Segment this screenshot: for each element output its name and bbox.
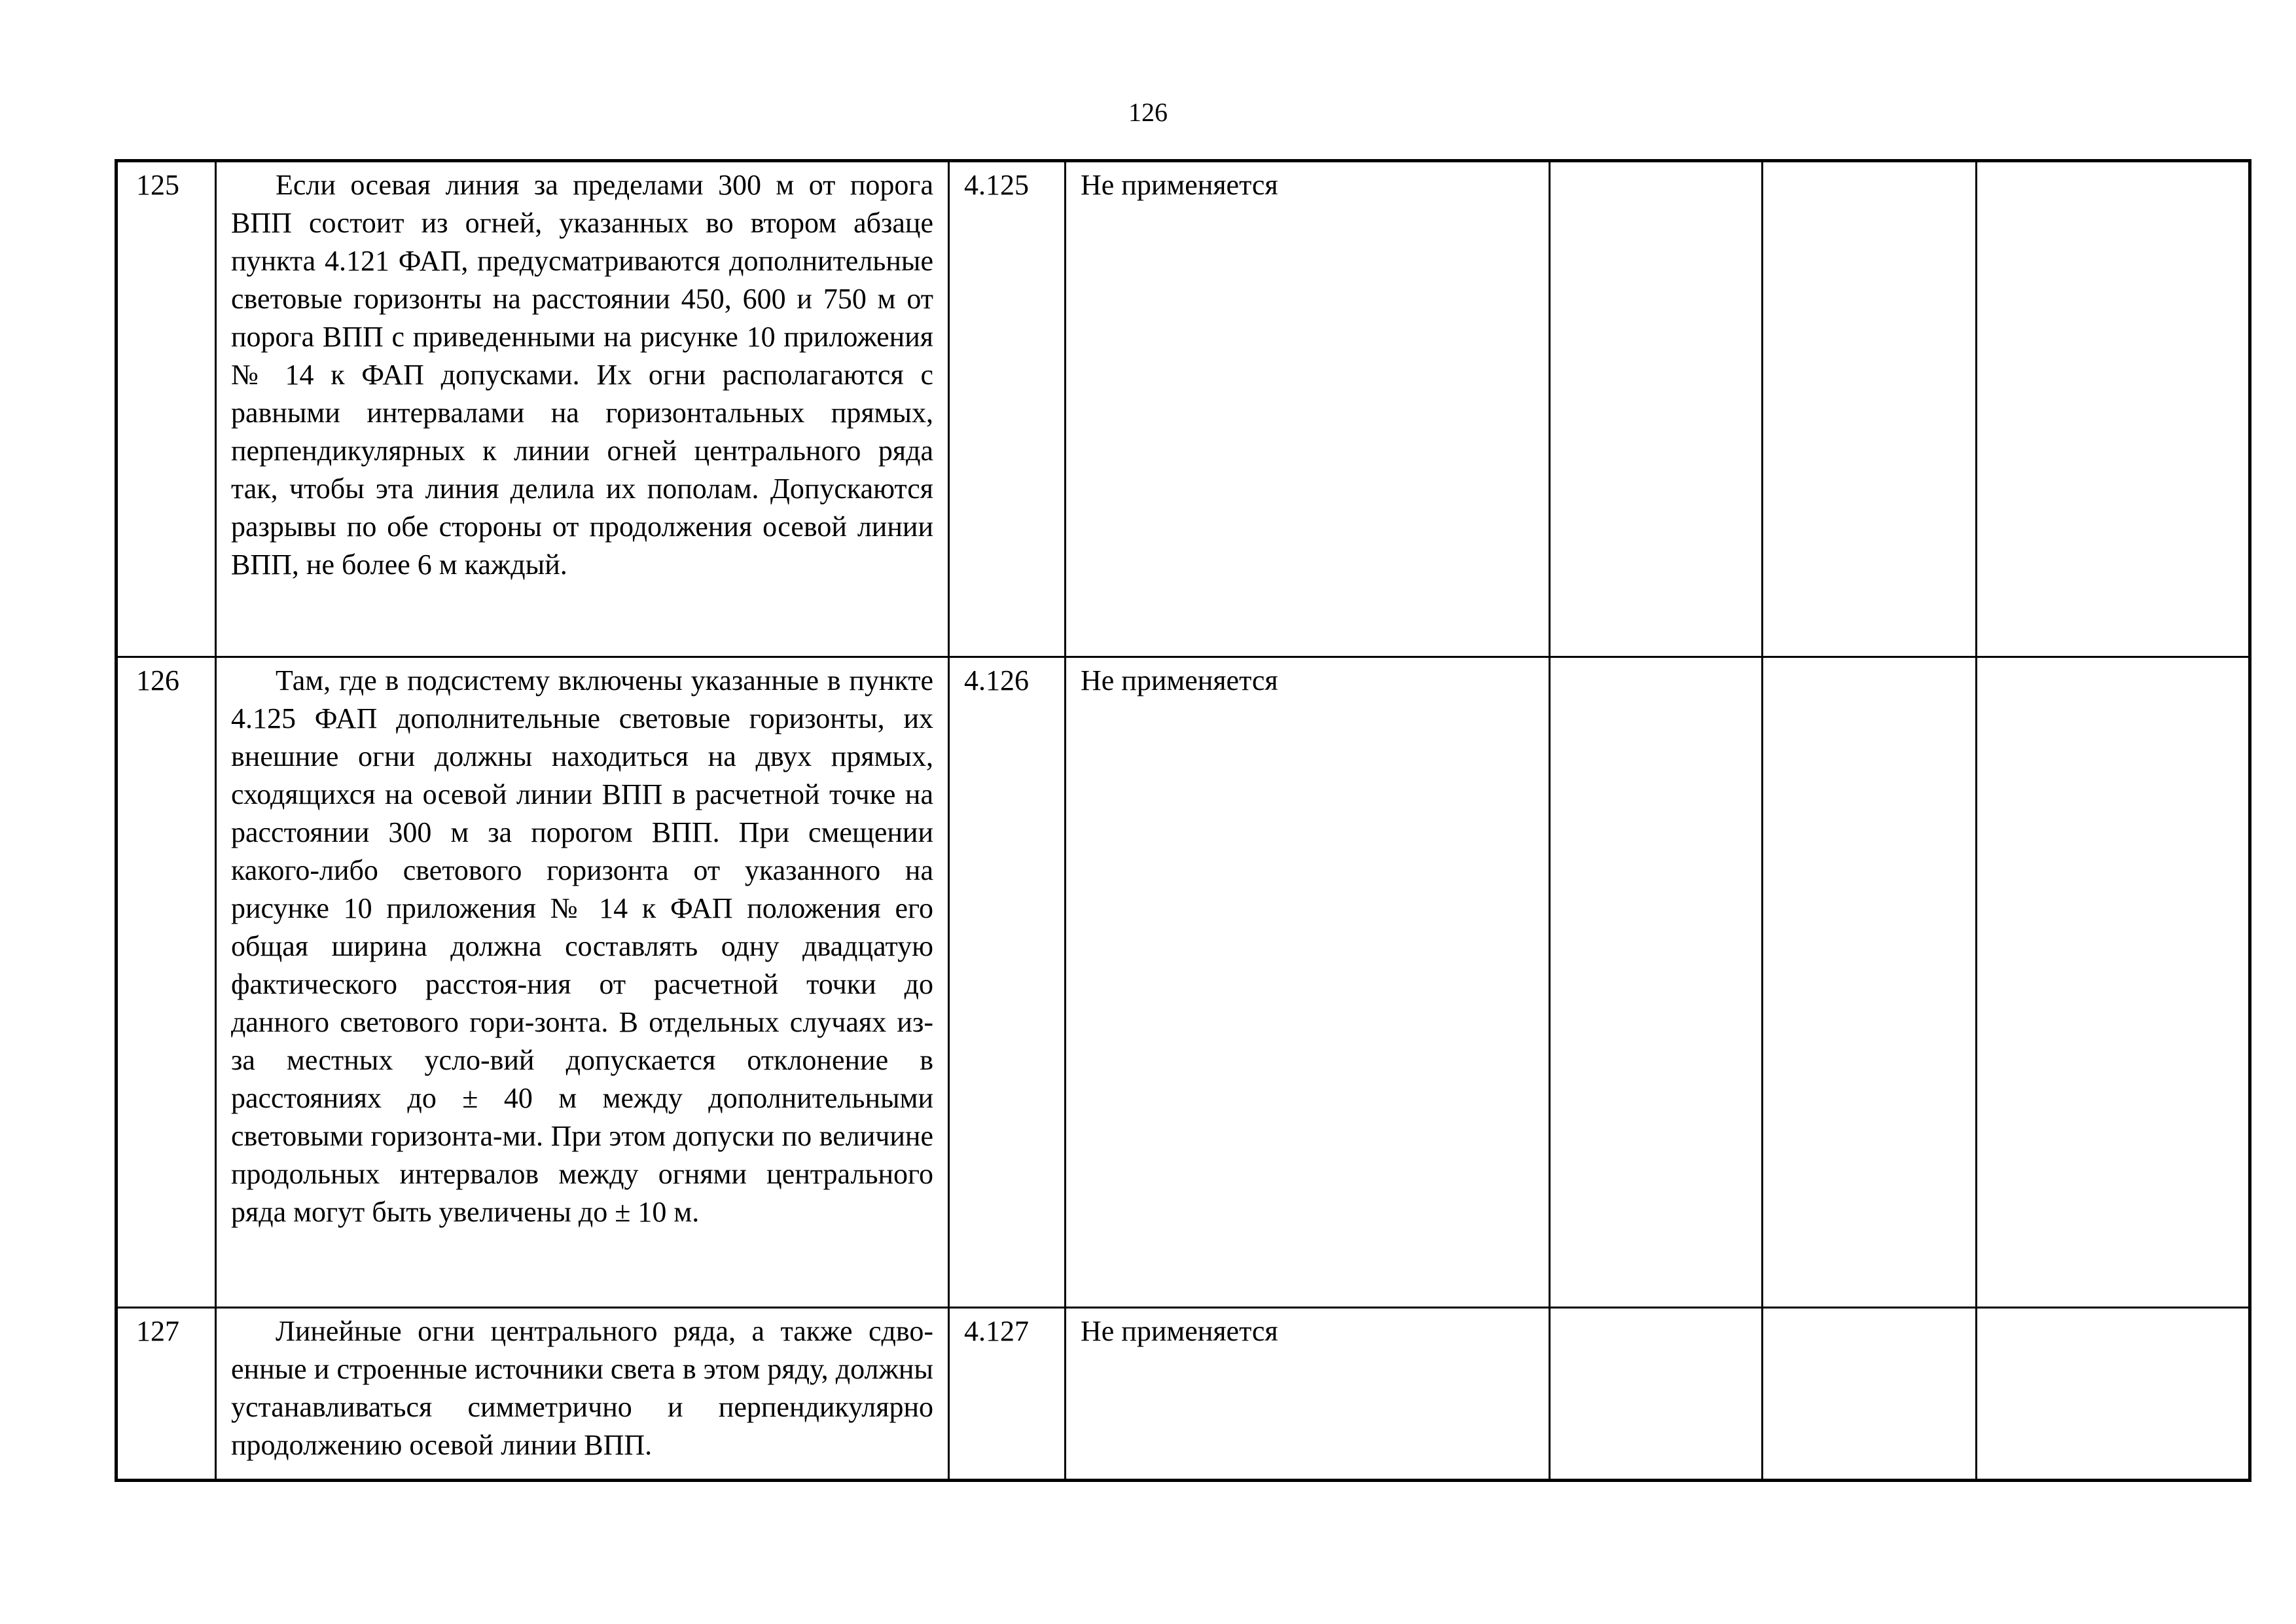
requirement-text: Там, где в подсистему включены указанные в пункте 4.125 ФАП дополнительные световые горизонты, их внешние огни должны находиться на двух прямых, сходящихся на осевой линии ВПП в расчетной точке на расстоянии 300 м за порогом ВПП. При смещении какого-либо светового горизонта от указанного на рисунке 10 приложения № 14 к ФАП положения его общая ширина должна составлять одну двадцатую фактического расстоя-ния от расчетной точки до данного светового гори-зонта. В отдельных случаях из-за местных усло-вий допускается отклонение в расстояниях до ± 40 м между дополнительными световыми горизонта-ми. При этом допуски по величине продольных интервалов между огнями центрального ряда могут быть увеличены до ± 10 м. bbox=[231, 664, 933, 1228]
clause-reference: 4.126 bbox=[949, 657, 1066, 1308]
page-number: 126 bbox=[1128, 98, 1168, 127]
empty-cell bbox=[1977, 657, 2250, 1308]
table-row bbox=[117, 1308, 2250, 1481]
row-number: 127 bbox=[117, 1308, 216, 1481]
empty-cell bbox=[1977, 161, 2250, 657]
empty-cell bbox=[1977, 1308, 2250, 1481]
empty-cell bbox=[1763, 657, 1977, 1308]
clause-reference: 4.127 bbox=[949, 1308, 1066, 1481]
applicability-status: Не применяется bbox=[1066, 657, 1550, 1308]
applicability-status: Не применяется bbox=[1066, 161, 1550, 657]
table-row bbox=[117, 161, 2250, 657]
empty-cell bbox=[1550, 657, 1763, 1308]
empty-cell bbox=[1763, 161, 1977, 657]
requirement-text-cell bbox=[216, 161, 949, 657]
requirements-table bbox=[115, 159, 2251, 1482]
applicability-status: Не применяется bbox=[1066, 1308, 1550, 1481]
requirement-text: Если осевая линия за пределами 300 м от порога ВПП состоит из огней, указанных во втором абзаце пункта 4.121 ФАП, предусматриваются дополнительные световые горизонты на расстоянии 450, 600 и 750 м от порога ВПП с приведенными на рисунке 10 приложения № 14 к ФАП допусками. Их огни располагаются с равными интервалами на горизонтальных прямых, перпендикулярных к линии огней центрального ряда так, чтобы эта линия делила их пополам. Допускаются разрывы по обе стороны от продолжения осевой линии ВПП, не более 6 м каждый. bbox=[231, 169, 933, 581]
requirement-text-cell bbox=[216, 657, 949, 1308]
requirement-text: Линейные огни центрального ряда, а также сдво-енные и строенные источники света в этом ряду, должны устанавливаться симметрично и перпендикулярно продолжению осевой линии ВПП. bbox=[231, 1315, 933, 1461]
clause-reference: 4.125 bbox=[949, 161, 1066, 657]
row-number: 126 bbox=[117, 657, 216, 1308]
row-number: 125 bbox=[117, 161, 216, 657]
empty-cell bbox=[1550, 161, 1763, 657]
empty-cell bbox=[1763, 1308, 1977, 1481]
empty-cell bbox=[1550, 1308, 1763, 1481]
table-row bbox=[117, 657, 2250, 1308]
requirement-text-cell bbox=[216, 1308, 949, 1481]
